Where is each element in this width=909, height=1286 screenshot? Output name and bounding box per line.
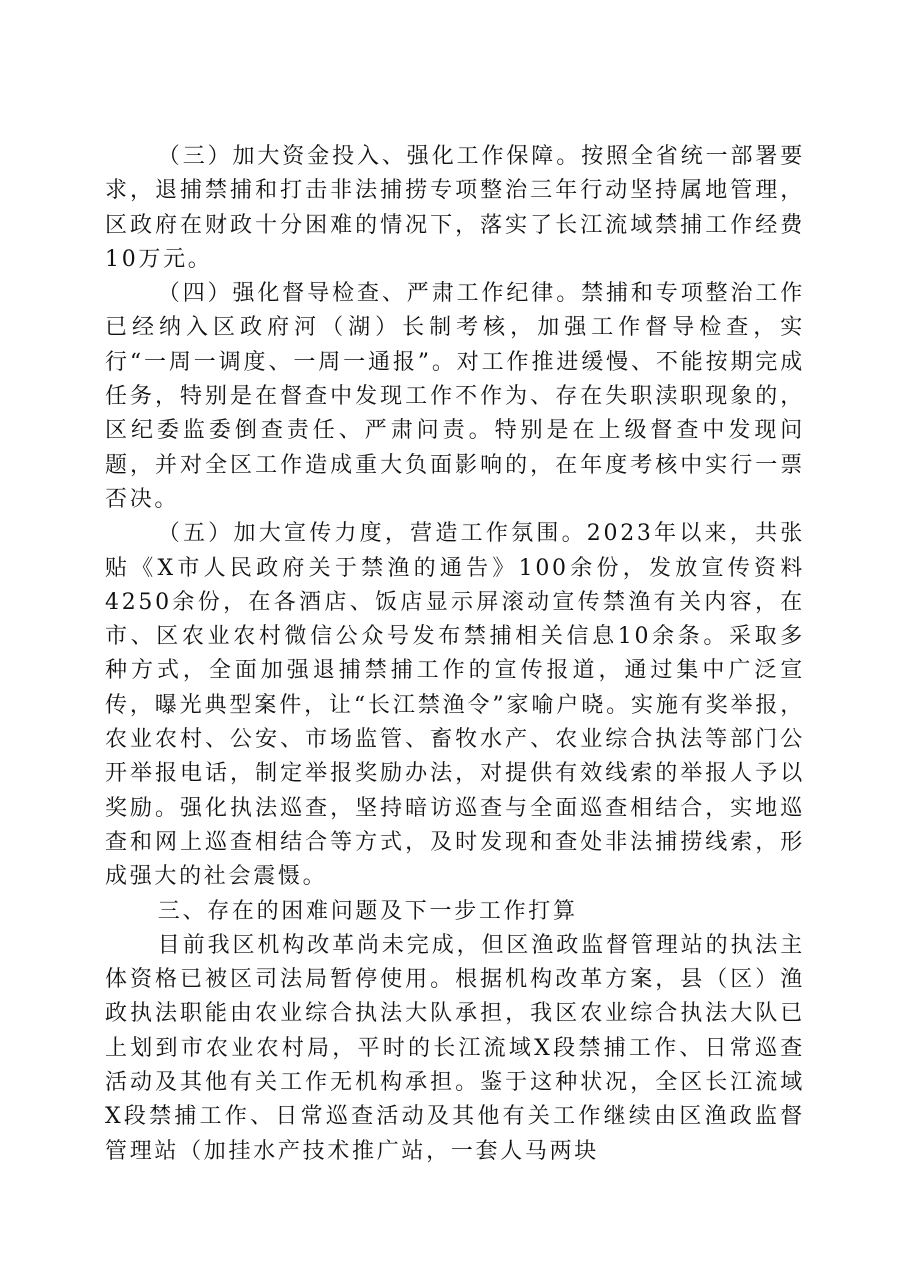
paragraph-publicity: （五）加大宣传力度，营造工作氛围。2023年以来，共张贴《X市人民政府关于禁渔的通告》100余份，发放宣传资料4250余份，在各酒店、饭店显示屏滚动宣传禁渔有关内容，在市、区农业农村微信公众号发布禁捕相关信息10余条。采取多种方式，全面加强退捕禁捕工作的宣传报道，通过集中广泛宣传，曝光典型案件，让“长江禁渔令”家喻户晓。实施有奖举报，农业农村、公安、市场监管、畜牧水产、农业综合执法等部门公开举报电话，制定举报奖励办法，对提供有效线索的举报人予以奖励。强化执法巡查，坚持暗访巡查与全面巡查相结合，实地巡查和网上巡查相结合等方式，及时发现和查处非法捕捞线索，形成强大的社会震慑。 [105, 521, 805, 890]
section-heading-difficulties: 三、存在的困难问题及下一步工作打算 [157, 898, 578, 924]
paragraph-difficulties: 目前我区机构改革尚未完成，但区渔政监督管理站的执法主体资格已被区司法局暂停使用。根据机构改革方案，县（区）渔政执法职能由农业综合执法大队承担，我区农业综合执法大队已上划到市农业农村局，平时的长江流域X段禁捕工作、日常巡查活动及其他有关工作无机构承担。鉴于这种状况，全区长江流域X段禁捕工作、日常巡查活动及其他有关工作继续由区渔政监督管理站（加挂水产技术推广站，一套人马两块 [105, 932, 805, 1164]
document-body [105, 140, 805, 1169]
paragraph-funding: （三）加大资金投入、强化工作保障。按照全省统一部署要求，退捕禁捕和打击非法捕捞专项整治三年行动坚持属地管理，区政府在财政十分困难的情况下，落实了长江流域禁捕工作经费10万元。 [105, 144, 805, 272]
paragraph-supervision: （四）强化督导检查、严肃工作纪律。禁捕和专项整治工作已经纳入区政府河（湖）长制考核，加强工作督导检查，实行“一周一调度、一周一通报”。对工作推进缓慢、不能按期完成任务，特别是在督查中发现工作不作为、存在失职渎职现象的，区纪委监委倒查责任、严肃问责。特别是在上级督查中发现问题，并对全区工作造成重大负面影响的，在年度考核中实行一票否决。 [105, 281, 805, 512]
